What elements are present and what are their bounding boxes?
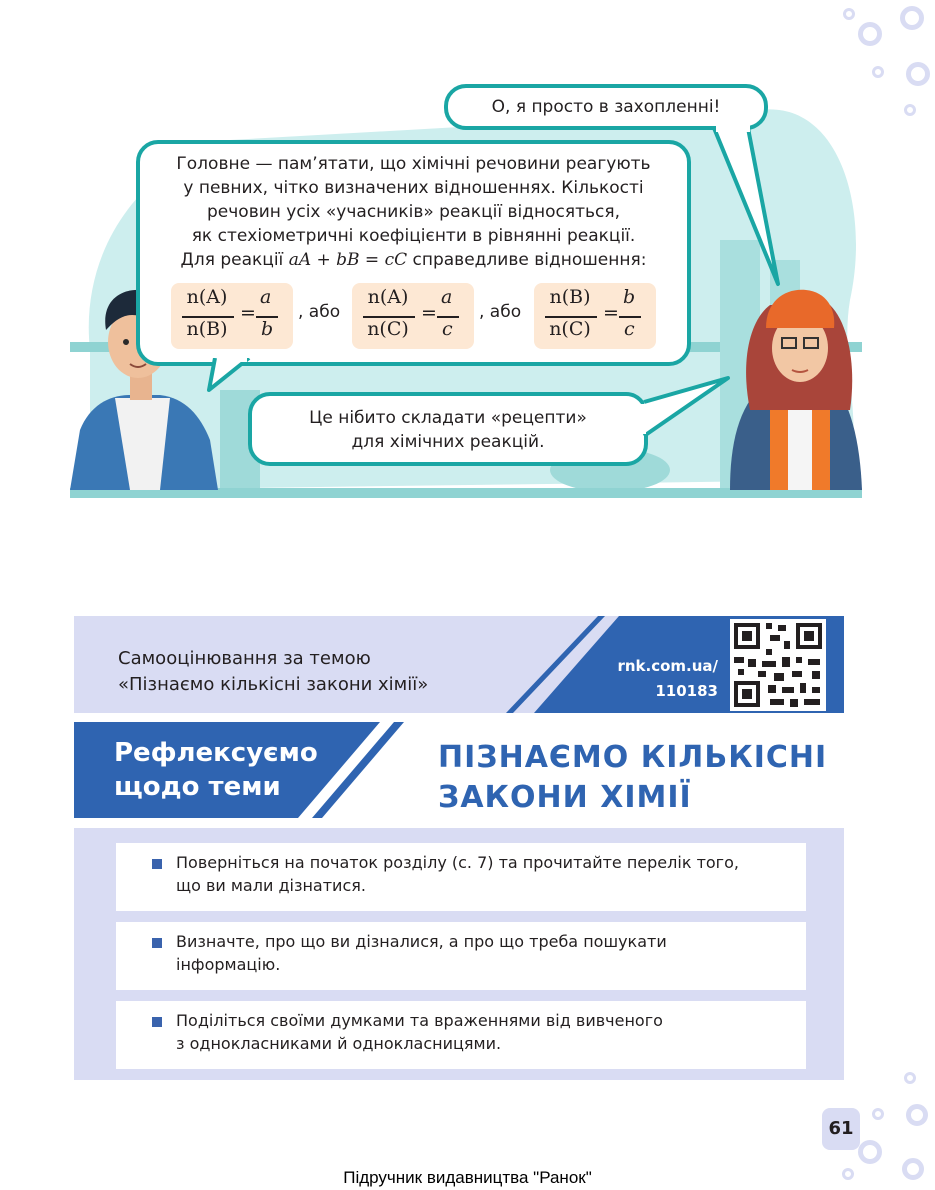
bullet-square-icon (152, 859, 162, 869)
ratio-numerator: n(A) (367, 286, 409, 308)
decor-dot (906, 62, 930, 86)
equation-suffix: справедливе відношення: (412, 250, 647, 270)
list-item-text (176, 1009, 796, 1055)
equation-line (140, 248, 687, 272)
qr-code[interactable] (730, 619, 826, 711)
bullet-square-icon (152, 1017, 162, 1027)
ratio-denominator: n(C) (367, 318, 409, 340)
ratio-numerator: n(B) (549, 286, 591, 308)
equation-prefix: Для реакції (180, 250, 284, 270)
coef-numerator: a (260, 286, 272, 308)
equals-sign: = (603, 302, 619, 324)
self-assessment-title-line: «Пізнаємо кількісні закони хімії» (118, 674, 429, 695)
list-item-text (176, 930, 796, 976)
decor-dot (858, 1140, 882, 1164)
ratio-denominator: n(B) (186, 318, 228, 340)
bubble-main-line: Головне — пам’ятати, що хімічні речовини реагують (176, 154, 651, 174)
equals-sign: = (240, 302, 256, 324)
reflection-label-line: щодо теми (114, 772, 281, 802)
list-item-line: Поверніться на початок розділу (с. 7) та прочитайте перелік того, (176, 853, 739, 872)
reaction-equation: aA + bB = cC (288, 250, 408, 270)
decor-dot (906, 1104, 928, 1126)
bubble-main-tail (205, 358, 265, 394)
resource-link-line: 110183 (655, 682, 718, 700)
topic-title-line: ЗАКОНИ ХІМІЇ (438, 780, 692, 815)
ratio-formula (176, 284, 292, 350)
list-item-text (176, 851, 796, 897)
resource-link[interactable] (600, 654, 718, 704)
reflection-label (114, 736, 318, 804)
self-assessment-title[interactable] (118, 646, 428, 698)
separator-text: , або (298, 302, 341, 322)
list-item (116, 922, 806, 990)
bubble-boy-tail (640, 374, 736, 444)
publisher-footer: Підручник видавництва "Ранок" (343, 1168, 592, 1187)
bubble-girl-tail (700, 124, 790, 294)
decor-dot (858, 22, 882, 46)
topic-title-line: ПІЗНАЄМО КІЛЬКІСНІ (438, 740, 828, 775)
list-item-line: Поділіться своїми думками та враженнями від вивченого (176, 1011, 663, 1030)
list-item-line: що ви мали дізнатися. (176, 876, 366, 895)
list-item (116, 1001, 806, 1069)
separator-text: , або (479, 302, 522, 322)
list-item-line: Визначте, про що ви дізналися, а про що треба пошукати (176, 932, 667, 951)
decor-dot (872, 1108, 884, 1120)
qr-code-icon (730, 619, 826, 711)
list-item (116, 843, 806, 911)
coef-denominator: c (624, 318, 635, 340)
bubble-boy-line: для хімічних реакцій. (351, 432, 545, 452)
coef-numerator: b (623, 286, 636, 308)
list-item-line: інформацію. (176, 955, 281, 974)
speech-bubble-boy (248, 392, 648, 466)
bubble-main-line: у певних, чітко визначених відношеннях. Кількості (183, 178, 644, 198)
bubble-boy-line: Це нібито складати «рецепти» (309, 408, 587, 428)
reflection-label-line: Рефлексуємо (114, 738, 318, 768)
ratio-formula (357, 284, 473, 350)
topic-title (438, 738, 827, 818)
ratio-denominator: n(C) (549, 318, 591, 340)
equals-sign: = (421, 302, 437, 324)
bubble-girl-text: О, я просто в захопленні! (491, 97, 721, 117)
page-number-text: 61 (828, 1118, 854, 1139)
decor-dot (900, 6, 924, 30)
page-number (822, 1108, 860, 1150)
bullet-square-icon (152, 938, 162, 948)
list-item-line: з однокласниками й однокласницями. (176, 1034, 502, 1053)
bubble-main-line: речовин усіх «учасників» реакції відносяться, (207, 202, 620, 222)
coef-numerator: a (441, 286, 453, 308)
self-assessment-title-line: Самооцінювання за темою (118, 648, 371, 669)
resource-link-line: rnk.com.ua/ (617, 657, 718, 675)
ratio-numerator: n(A) (186, 286, 228, 308)
decor-dot (843, 8, 855, 20)
coef-denominator: b (261, 318, 274, 340)
ratio-formula (539, 284, 655, 350)
decor-dot (872, 66, 884, 78)
bubble-main-line: як стехіометричні коефіцієнти в рівнянні реакції. (191, 226, 636, 246)
coef-denominator: c (442, 318, 453, 340)
decor-dot (904, 1072, 916, 1084)
decor-dot (904, 104, 916, 116)
